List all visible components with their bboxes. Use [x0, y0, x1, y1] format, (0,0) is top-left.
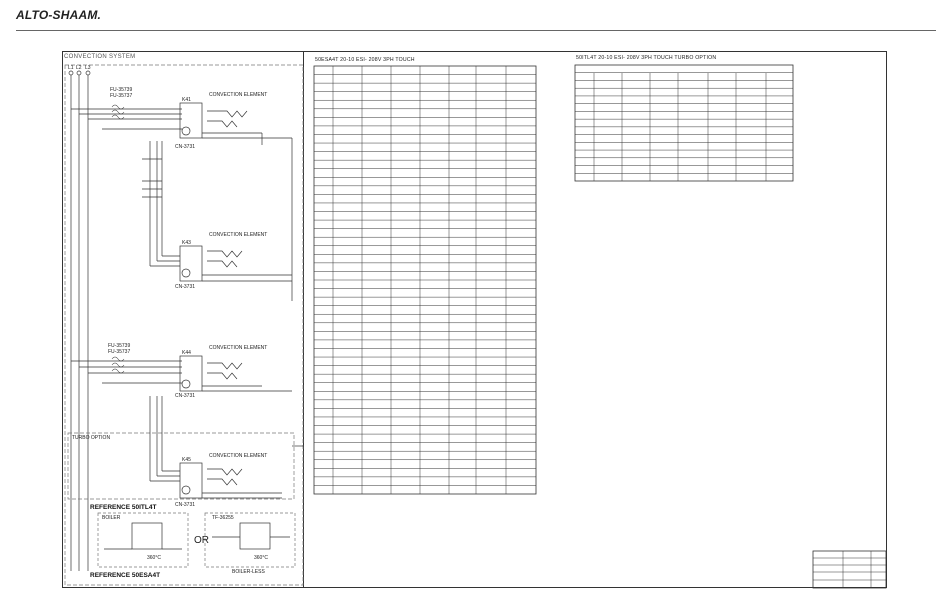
right-table-title: 50ITL4T 20-10 ESI- 208V 3PH TOUCH TURBO OPTION	[576, 55, 717, 61]
reference-label-2: REFERENCE 50ESA4T	[90, 572, 161, 579]
connector-label-1: CN-3731	[175, 144, 196, 150]
connector-label-3: CN-3731	[175, 393, 196, 399]
fuse-label-a: FU-35739	[110, 87, 133, 93]
title-block	[813, 551, 886, 588]
left-table-title: 50ESA4T 20-10 ESI- 208V 3PH TOUCH	[315, 57, 415, 63]
contactor-k44-label: K44	[182, 350, 191, 356]
or-label: OR	[194, 535, 209, 546]
connector-label-4: CN-3731	[175, 502, 196, 508]
element-label-4: CONVECTION ELEMENT	[209, 453, 268, 459]
element-label-1: CONVECTION ELEMENT	[209, 92, 268, 98]
reference-label-1: REFERENCE 50ITL4T	[90, 504, 157, 511]
contactor-k43-label: K43	[182, 240, 191, 246]
boilerless-label: BOILER-LESS	[232, 569, 265, 575]
alto-shaam-logo: ALTO-SHAAM.	[16, 8, 102, 22]
system-label: CONVECTION SYSTEM	[64, 54, 136, 60]
line-l1-label: L1	[68, 65, 74, 71]
connector-label-2: CN-3731	[175, 284, 196, 290]
line-l3-label: L3	[85, 65, 91, 71]
fuse-label-b: FU-35737	[110, 93, 133, 99]
temp-label-2: 360°C	[254, 555, 268, 561]
fuse-label-d: FU-35737	[108, 349, 131, 355]
line-l2-label: L2	[76, 65, 82, 71]
temp-label-1: 360°C	[147, 555, 161, 561]
fuse-label-c: FU-35739	[108, 343, 131, 349]
tf-part-label: TF-36255	[212, 515, 234, 521]
contactor-k45-label: K45	[182, 457, 191, 463]
right-wire-table	[575, 65, 793, 181]
element-label-2: CONVECTION ELEMENT	[209, 232, 268, 238]
element-label-3: CONVECTION ELEMENT	[209, 345, 268, 351]
turbo-option-label: TURBO OPTION	[72, 435, 111, 441]
contactor-k41-label: K41	[182, 97, 191, 103]
boiler-label: BOILER	[102, 515, 121, 521]
